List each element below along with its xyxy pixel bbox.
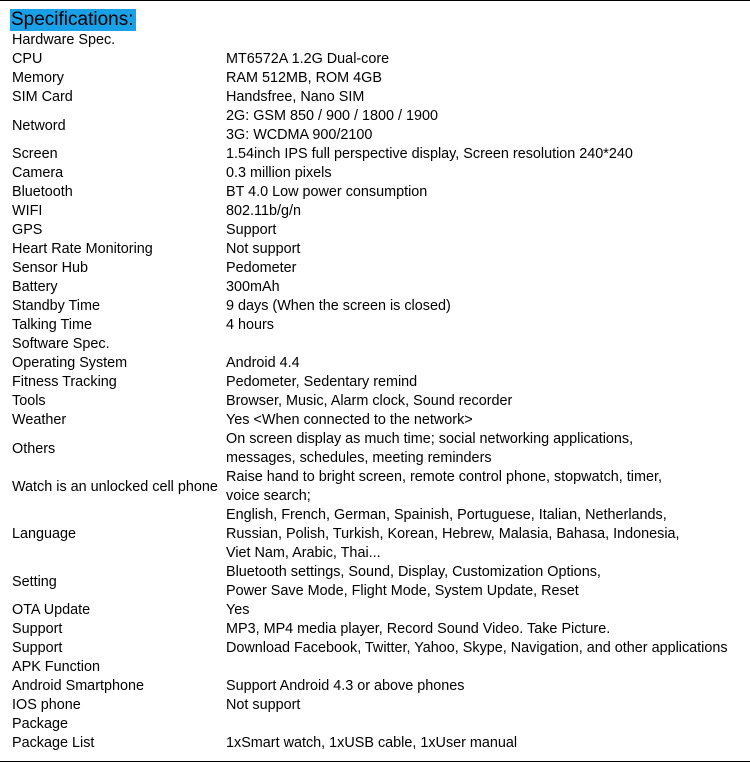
spec-label: Fitness Tracking <box>12 374 117 390</box>
spec-label: Standby Time <box>12 298 100 314</box>
spec-row <box>0 69 750 88</box>
spec-value-line: English, French, German, Spainish, Portuguese, Italian, Netherlands, <box>226 507 667 523</box>
spec-value <box>226 202 750 221</box>
spec-row <box>0 259 750 278</box>
spec-value-line: MT6572A 1.2G Dual-core <box>226 51 390 67</box>
spec-label: Package <box>12 716 69 732</box>
spec-row <box>0 240 750 259</box>
spec-value-line: 1.54inch IPS full perspective display, Screen resolution 240*240 <box>226 146 633 162</box>
spec-label: Hardware Spec. <box>12 32 116 48</box>
spec-row <box>0 316 750 335</box>
spec-value-line: BT 4.0 Low power consumption <box>226 184 428 200</box>
spec-value-line: Browser, Music, Alarm clock, Sound recorder <box>226 393 513 409</box>
spec-value <box>226 563 750 601</box>
spec-label: Software Spec. <box>12 336 110 352</box>
spec-row <box>0 639 750 658</box>
spec-row <box>0 715 750 734</box>
spec-value <box>226 31 750 50</box>
spec-label: Watch is an unlocked cell phone <box>12 478 218 495</box>
spec-row <box>0 734 750 753</box>
spec-value-line: Not support <box>226 697 301 713</box>
spec-value <box>226 316 750 335</box>
spec-label: OTA Update <box>12 602 91 618</box>
spec-label: GPS <box>12 222 43 238</box>
spec-label: WIFI <box>12 203 43 219</box>
spec-value <box>226 677 750 696</box>
spec-label: Package List <box>12 735 95 751</box>
spec-row <box>0 677 750 696</box>
spec-value-empty <box>226 658 750 677</box>
spec-label: Support <box>12 621 63 637</box>
spec-label: Android Smartphone <box>12 678 144 694</box>
spec-value <box>226 221 750 240</box>
spec-value-line: Viet Nam, Arabic, Thai... <box>226 545 381 561</box>
spec-value <box>226 278 750 297</box>
spec-value-line: RAM 512MB, ROM 4GB <box>226 70 382 86</box>
spec-row <box>0 145 750 164</box>
spec-row <box>0 411 750 430</box>
spec-value <box>226 354 750 373</box>
spec-label: Others <box>12 440 56 457</box>
spec-label: IOS phone <box>12 697 81 713</box>
spec-value <box>226 88 750 107</box>
spec-value <box>226 734 750 753</box>
spec-label: Tools <box>12 393 46 409</box>
spec-row <box>0 164 750 183</box>
spec-value <box>226 107 750 145</box>
spec-label: Battery <box>12 279 58 295</box>
spec-row <box>0 297 750 316</box>
spec-row <box>0 430 750 468</box>
spec-label: Memory <box>12 70 64 86</box>
spec-label: CPU <box>12 51 43 67</box>
spec-value <box>226 639 750 658</box>
spec-row <box>0 50 750 69</box>
spec-row <box>0 658 750 677</box>
spec-row <box>0 31 750 50</box>
spec-value-line: Bluetooth settings, Sound, Display, Customization Options, <box>226 564 601 580</box>
spec-value-line: MP3, MP4 media player, Record Sound Video. Take Picture. <box>226 621 611 637</box>
spec-value-line: Not support <box>226 241 301 257</box>
spec-value-line: Support <box>226 222 277 238</box>
spec-value-line: Handsfree, Nano SIM <box>226 89 365 105</box>
spec-row <box>0 354 750 373</box>
spec-value-line: 9 days (When the screen is closed) <box>226 298 451 314</box>
spec-value-empty <box>226 31 750 50</box>
spec-value-empty <box>226 335 750 354</box>
spec-value-line: 2G: GSM 850 / 900 / 1800 / 1900 <box>226 108 439 124</box>
spec-value-line: voice search; <box>226 488 311 504</box>
spec-value <box>226 430 750 468</box>
spec-label: Heart Rate Monitoring <box>12 241 153 257</box>
spec-value <box>226 620 750 639</box>
spec-value <box>226 506 750 563</box>
spec-row <box>0 468 750 506</box>
spec-value-line: On screen display as much time; social networking applications, <box>226 431 634 447</box>
spec-row <box>0 506 750 563</box>
spec-row <box>0 221 750 240</box>
spec-label: Language <box>12 526 77 542</box>
spec-value-line: Russian, Polish, Turkish, Korean, Hebrew, Malasia, Bahasa, Indonesia, <box>226 526 680 542</box>
top-border-line <box>0 0 750 1</box>
spec-label: Support <box>12 640 63 656</box>
specifications-table-body <box>0 31 750 753</box>
spec-value-line: 300mAh <box>226 279 280 295</box>
spec-value <box>226 240 750 259</box>
spec-value-line: Pedometer, Sedentary remind <box>226 374 418 390</box>
spec-value <box>226 164 750 183</box>
spec-value-line: messages, schedules, meeting reminders <box>226 450 492 466</box>
spec-row <box>0 373 750 392</box>
spec-value-line: 4 hours <box>226 317 274 333</box>
spec-value <box>226 392 750 411</box>
spec-row <box>0 392 750 411</box>
heading-wrap <box>10 9 136 31</box>
spec-value <box>226 658 750 677</box>
specifications-table <box>0 31 750 753</box>
spec-value-line: 1xSmart watch, 1xUSB cable, 1xUser manual <box>226 735 518 751</box>
spec-row <box>0 88 750 107</box>
spec-label: Setting <box>12 573 57 590</box>
bottom-border-line <box>0 761 750 762</box>
specifications-heading: Specifications: <box>11 9 134 30</box>
spec-value-line: Raise hand to bright screen, remote control phone, stopwatch, timer, <box>226 469 662 485</box>
spec-label: Screen <box>12 146 58 162</box>
spec-row <box>0 601 750 620</box>
spec-row <box>0 278 750 297</box>
spec-label: APK Function <box>12 659 100 675</box>
spec-row <box>0 335 750 354</box>
spec-row <box>0 183 750 202</box>
spec-label: SIM Card <box>12 89 73 105</box>
spec-value <box>226 69 750 88</box>
spec-row <box>0 107 750 145</box>
spec-label: Weather <box>12 412 67 428</box>
spec-value-line: Support Android 4.3 or above phones <box>226 678 465 694</box>
spec-value-line: Yes <When connected to the network> <box>226 412 473 428</box>
spec-value <box>226 297 750 316</box>
spec-value-line: Download Facebook, Twitter, Yahoo, Skype, Navigation, and other applications <box>226 640 728 656</box>
spec-label: Bluetooth <box>12 184 73 200</box>
spec-label: Sensor Hub <box>12 260 88 276</box>
spec-label: Camera <box>12 165 64 181</box>
spec-label: Operating System <box>12 355 128 371</box>
spec-row <box>0 696 750 715</box>
spec-value <box>226 601 750 620</box>
spec-value-line: Pedometer <box>226 260 297 276</box>
spec-row <box>0 202 750 221</box>
spec-value <box>226 468 750 506</box>
spec-value <box>226 335 750 354</box>
spec-value <box>226 715 750 734</box>
spec-value <box>226 259 750 278</box>
spec-row <box>0 563 750 601</box>
spec-value-line: 0.3 million pixels <box>226 165 332 181</box>
spec-label: Talking Time <box>12 317 92 333</box>
spec-value-line: Android 4.4 <box>226 355 300 371</box>
spec-label: Netword <box>12 117 66 134</box>
spec-value-line: Yes <box>226 602 250 618</box>
spec-row <box>0 620 750 639</box>
spec-value <box>226 411 750 430</box>
spec-value <box>226 183 750 202</box>
spec-value-line: 802.11b/g/n <box>226 203 301 219</box>
spec-value <box>226 696 750 715</box>
spec-value-line: Power Save Mode, Flight Mode, System Update, Reset <box>226 583 579 599</box>
spec-value-line: 3G: WCDMA 900/2100 <box>226 127 373 143</box>
spec-value <box>226 50 750 69</box>
spec-value <box>226 145 750 164</box>
spec-value-empty <box>226 715 750 734</box>
spec-value <box>226 373 750 392</box>
